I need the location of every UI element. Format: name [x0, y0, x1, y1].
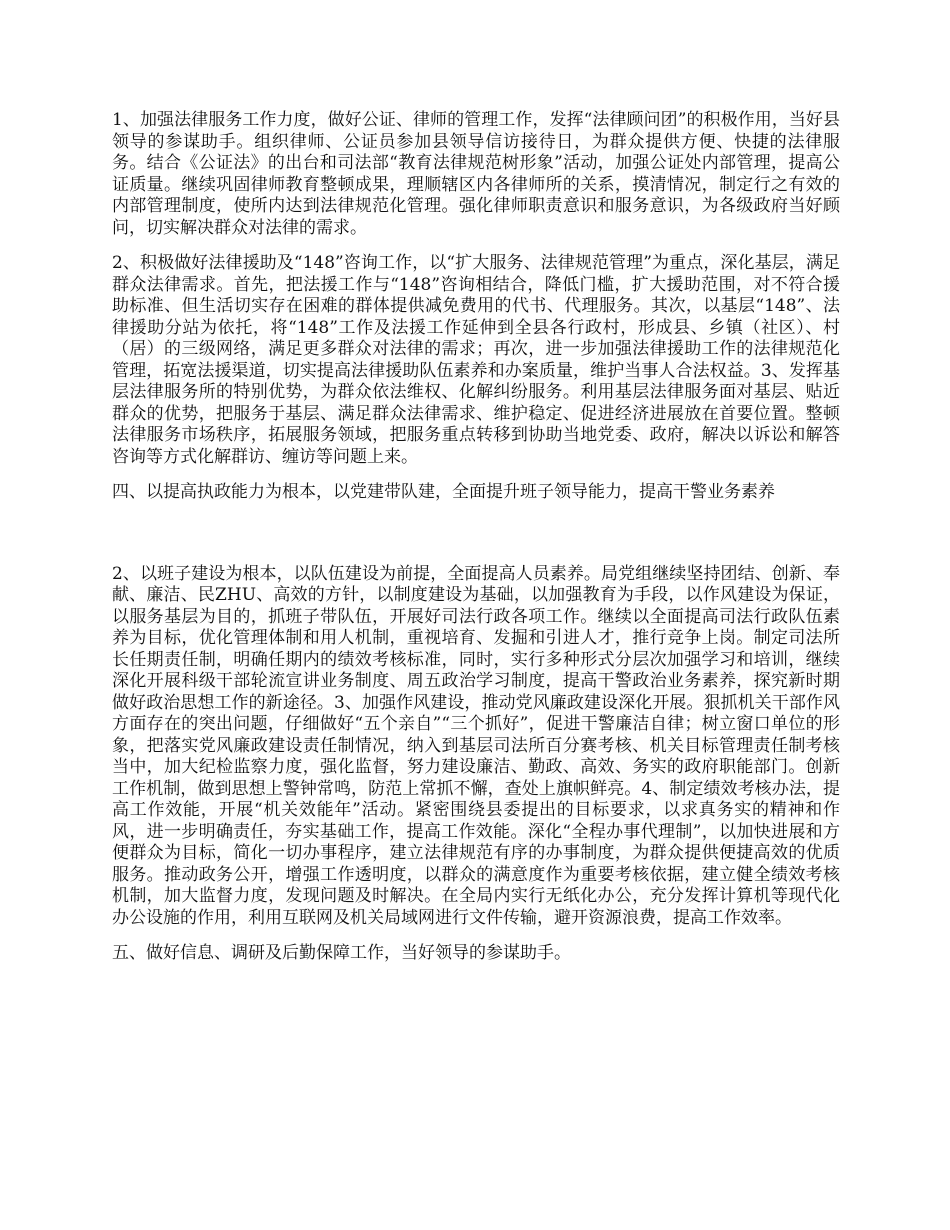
blank-gap [112, 518, 840, 564]
paragraph-legal-aid: 2、积极做好法律援助及“148”咨询工作，以“扩大服务、法律规范管理”为重点，深化基层，满足群众法律需求。首先，把法援工作与“148”咨询相结合，降低门槛，扩大援助范围，对不符合援助标准、但生活切实存在困难的群体提供减免费用的代书、代理服务。其次，以基层“148”、法律援助分站为依托，将“148”工作及法援工作延伸到全县各行政村，形成县、乡镇（社区）、村（居）的三级网络，满足更多群众对法律的需求；再次，进一步加强法律援助工作的法律规范化管理，拓宽法援渠道，切实提高法律援助队伍素养和办案质量，维护当事人合法权益。3、发挥基层法律服务所的特别优势，为群众依法维权、化解纠纷服务。利用基层法律服务面对基层、贴近群众的优势，把服务于基层、满足群众法律需求、维护稳定、促进经济进展放在首要位置。整顿法律服务市场秩序，拓展服务领域，把服务重点转移到协助当地党委、政府，解决以诉讼和解答咨询等方式化解群访、缠访等问题上来。 [112, 253, 840, 467]
paragraph-legal-services: 1、加强法律服务工作力度，做好公证、律师的管理工作，发挥“法律顾问团”的积极作用，当好县领导的参谋助手。组织律师、公证员参加县领导信访接待日，为群众提供方便、快捷的法律服务。结合《公证法》的出台和司法部“教育法律规范树形象”活动，加强公证处内部管理，提高公证质量。继续巩固律师教育整顿成果，理顺辖区内各律师所的关系，摸清情况，制定行之有效的内部管理制度，使所内达到法律规范化管理。强化律师职责意识和服务意识，为各级政府当好顾问，切实解决群众对法律的需求。 [112, 110, 840, 238]
paragraph-team-building: 2、以班子建设为根本，以队伍建设为前提，全面提高人员素养。局党组继续坚持团结、创新、奉献、廉洁、民ZHU、高效的方针，以制度建设为基础，以加强教育为手段，以作风建设为保证，以服务基层为目的，抓班子带队伍，开展好司法行政各项工作。继续以全面提高司法行政队伍素养为目标，优化管理体制和用人机制，重视培育、发掘和引进人才，推行竞争上岗。制定司法所长任期责任制，明确任期内的绩效考核标准，同时，实行多种形式分层次加强学习和培训，继续深化开展科级干部轮流宣讲业务制度、周五政治学习制度，提高干警政治业务素养，探究新时期做好政治思想工作的新途径。3、加强作风建设，推动党风廉政建设深化开展。狠抓机关干部作风方面存在的突出问题，仔细做好“五个亲自”“三个抓好”，促进干警廉洁自律；树立窗口单位的形象，把落实党风廉政建设责任制情况，纳入到基层司法所百分赛考核、机关目标管理责任制考核当中，加大纪检监察力度，强化监督，努力建设廉洁、勤政、高效、务实的政府职能部门。创新工作机制，做到思想上警钟常鸣，防范上常抓不懈，查处上旗帜鲜亮。4、制定绩效考核办法，提高工作效能，开展“机关效能年”活动。紧密围绕县委提出的目标要求，以求真务实的精神和作风，进一步明确责任，夯实基础工作，提高工作效能。深化“全程办事代理制”，以加快进展和方便群众为目标，简化一切办事程序，建立法律规范有序的办事制度，为群众提供便捷高效的优质服务。推动政务公开，增强工作透明度，以群众的满意度作为重要考核依据，建立健全绩效考核机制，加大监督力度，发现问题及时解决。在全局内实行无纸化办公，充分发挥计算机等现代化办公设施的作用，利用互联网及机关局域网进行文件传输，避开资源浪费，提高工作效率。 [112, 563, 840, 928]
section-heading-four: 四、以提高执政能力为根本，以党建带队建，全面提升班子领导能力，提高干警业务素养 [112, 482, 775, 502]
section-heading-five: 五、做好信息、调研及后勤保障工作，当好领导的参谋助手。 [112, 943, 571, 963]
document-body [112, 110, 840, 979]
